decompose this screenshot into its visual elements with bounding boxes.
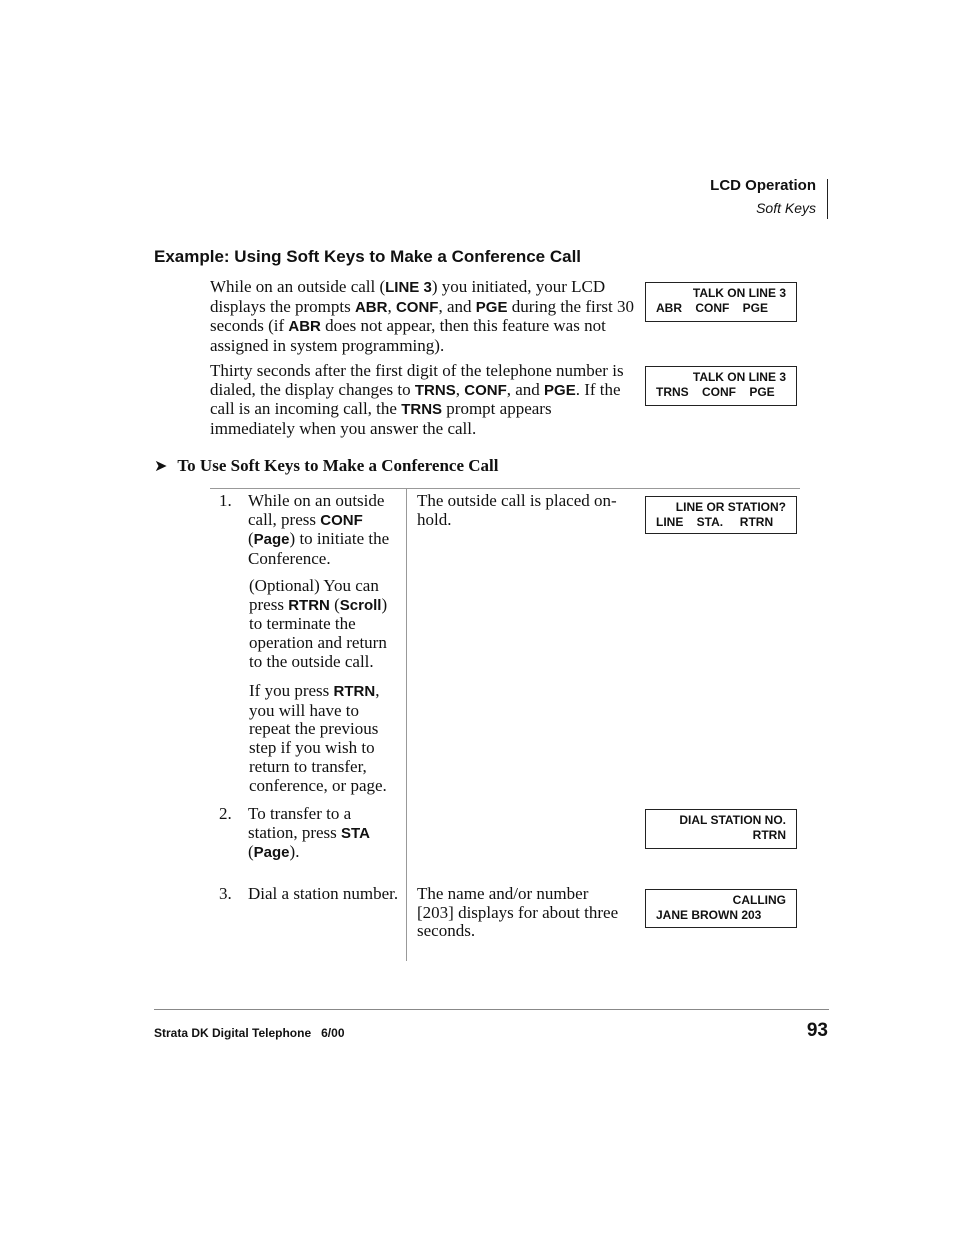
text-run: While on an outside call ( — [210, 277, 386, 296]
step-number: 2. — [219, 804, 232, 823]
footer-document-title: Strata DK Digital Telephone 6/00 — [154, 1026, 345, 1040]
soft-key-label: STA — [341, 824, 370, 842]
text-run: ( — [248, 842, 254, 862]
lcd-line-2: LINE STA. RTRN — [656, 515, 774, 529]
soft-key-label: CONF — [395, 298, 439, 316]
lcd-line-1: TALK ON LINE 3 — [692, 370, 786, 384]
table-top-rule — [210, 488, 800, 489]
running-header-subtitle: Soft Keys — [756, 200, 816, 216]
text-run: While on an outside call, press — [248, 491, 385, 529]
running-header-title: LCD Operation — [710, 177, 816, 194]
lcd-line-1: CALLING — [732, 893, 786, 907]
button-label: Page — [253, 844, 290, 862]
soft-key-label: RTRN — [288, 596, 330, 614]
text-run: . If the call is an incoming call, the — [210, 379, 621, 419]
text-run: ) to terminate the operation and return to the outside call. — [249, 594, 388, 671]
step-1-instruction — [248, 492, 400, 569]
lcd-line-1: DIAL STATION NO. — [679, 813, 786, 827]
step-3-instruction: Dial a station number. — [248, 884, 399, 903]
soft-key-label: TRNS — [414, 381, 456, 399]
lcd-line-1: TALK ON LINE 3 — [692, 286, 786, 300]
lcd-line-1: LINE OR STATION? — [675, 500, 786, 514]
soft-key-label: CONF — [464, 381, 507, 399]
text-run: (Optional) You can press — [249, 576, 379, 614]
step-1-optional-note — [249, 577, 401, 672]
text-run: during the first 30 seconds (if — [210, 296, 634, 336]
step-2-instruction — [248, 805, 400, 863]
text-run: prompt appears immediately when you answer the call. — [210, 399, 552, 439]
text-run: , — [387, 296, 396, 316]
lcd-display-dial-station — [645, 809, 797, 849]
text-run: If you press — [249, 681, 334, 700]
soft-key-label: LINE 3 — [385, 279, 432, 296]
button-label: Scroll — [339, 596, 382, 614]
lcd-line-2: RTRN — [752, 828, 786, 842]
footer-rule — [154, 1009, 829, 1010]
lcd-line-2: ABR CONF PGE — [656, 301, 769, 315]
soft-key-label: PGE — [475, 298, 508, 316]
section-title: Example: Using Soft Keys to Make a Conference Call — [154, 247, 582, 266]
lcd-display-talk-line-3-trns — [645, 366, 797, 406]
lcd-display-line-or-station — [645, 496, 797, 534]
soft-key-label: ABR — [288, 318, 321, 336]
lcd-line-2: JANE BROWN 203 — [656, 908, 762, 922]
text-run: does not appear, then this feature was not assigned in system programming). — [210, 316, 606, 356]
table-column-rule — [406, 489, 407, 961]
step-1-result: The outside call is placed on-hold. — [417, 491, 617, 529]
text-run: ) to initiate the Conference. — [248, 529, 390, 569]
step-number: 1. — [219, 491, 232, 510]
soft-key-label: RTRN — [333, 683, 376, 700]
step-3-result: The name and/or number [203] displays for about three seconds. — [417, 884, 619, 941]
procedure-title-text: To Use Soft Keys to Make a Conference Call — [177, 456, 499, 475]
arrow-right-icon: ➤ — [154, 456, 168, 475]
text-run: , you will have to repeat the previous step if you wish to return to transfer, conference, or page. — [249, 681, 387, 795]
lcd-display-calling — [645, 889, 797, 928]
soft-key-label: ABR — [354, 298, 388, 316]
text-run: ( — [248, 529, 254, 549]
header-vertical-rule — [827, 179, 828, 219]
page-number: 93 — [806, 1020, 828, 1041]
intro-paragraph-2 — [210, 362, 636, 439]
text-run: ( — [329, 594, 340, 614]
text-run: ). — [289, 842, 300, 862]
step-number: 3. — [219, 884, 232, 903]
soft-key-label: PGE — [544, 381, 576, 399]
text-run: , and — [506, 379, 545, 399]
lcd-line-2: TRNS CONF PGE — [656, 385, 775, 399]
intro-paragraph-1 — [210, 278, 636, 356]
text-run: , — [455, 379, 465, 399]
soft-key-label: TRNS — [401, 401, 443, 419]
text-run: ) you initiated, your LCD displays the prompts — [210, 277, 606, 316]
text-run: , and — [438, 296, 476, 316]
button-label: Page — [253, 531, 290, 549]
lcd-display-talk-line-3 — [645, 282, 797, 322]
text-run: To transfer to a station, press — [248, 804, 352, 842]
procedure-title — [154, 456, 498, 476]
text-run: Thirty seconds after the first digit of the telephone number is dialed, the display changes to — [210, 361, 624, 399]
soft-key-label: CONF — [320, 511, 363, 529]
step-1-rtrn-note — [249, 682, 401, 795]
